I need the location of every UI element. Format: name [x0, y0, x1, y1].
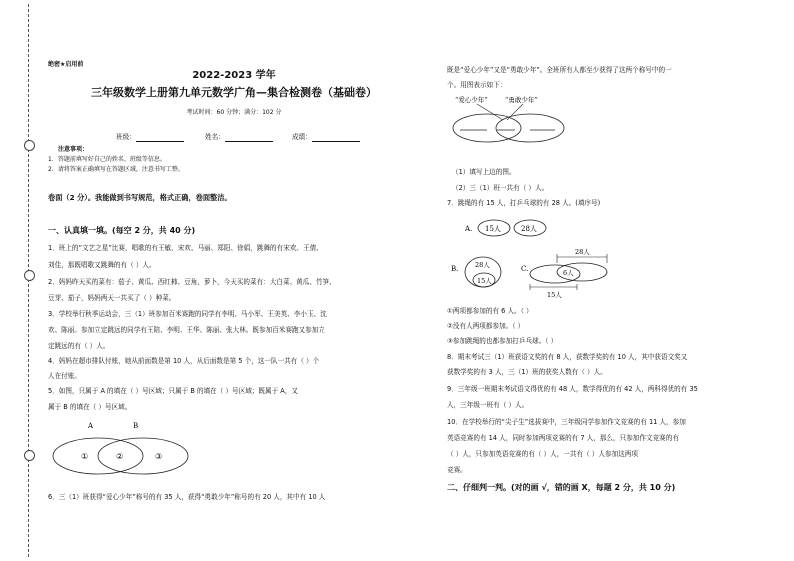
note-item: 2．请将答案正确填写在答题区域，注意书写工整。: [48, 166, 184, 173]
q7-item: ③参加跳绳的也都参加打乒乓球。（ ）: [447, 337, 558, 345]
q7-line: 7．跳绳的有 15 人，打乒乓球的有 28 人。(填序号): [447, 199, 601, 207]
binding-hole: [24, 270, 35, 281]
score-label: 成绩：: [292, 133, 312, 141]
note-item: 1．答题前填写好自己的姓名、班级等信息。: [48, 156, 166, 163]
confidential-mark: 绝密★启用前: [48, 61, 84, 68]
figure-c-label: C.: [521, 265, 529, 273]
love-label: “爱心少年”: [455, 96, 488, 104]
figure-a-label: A.: [465, 225, 473, 233]
q10-line: 10．在学校举行的“尖子生”选拔赛中，三年级同学参加作文竞赛的有 11 人，参加: [447, 418, 686, 426]
q7-item: ①两项都参加的有 6 人。（ ）: [447, 307, 533, 315]
figures-b-c: [447, 243, 617, 301]
class-field[interactable]: [116, 133, 184, 142]
figure-c-overlap: 6人: [563, 269, 574, 277]
q10-line: 英语竞赛的有 14 人，同时参加两项竞赛的有 7 人，那么，只参加作文竞赛的有: [447, 434, 679, 442]
region-1-label: ①: [81, 452, 89, 461]
q5-line: 属于 B 的填在（ ）号区域。: [48, 403, 132, 411]
set-b-label: B: [133, 422, 139, 430]
q3-line: 3．学校举行秋季运动会，三（1）班参加百米赛跑的同学有李明、马小军、王美英、李小玉、沈: [48, 310, 327, 318]
q8-line: 8．期末考试三（1）班获语文奖的有 8 人，获数学奖的有 10 人，其中获语文奖又: [447, 353, 688, 361]
score-field[interactable]: [292, 133, 360, 142]
brave-ellipse: [496, 114, 564, 142]
section2-heading: 二、仔细判一判。(对的画 √，错的画 X，每题 2 分，共 10 分): [447, 483, 676, 492]
figure-b-inner: 15人: [477, 277, 492, 285]
class-label: 班级：: [116, 133, 136, 141]
q8-line: 获数学奖的有 3 人，三（1）班的获奖人数有（ ）人。: [447, 368, 607, 376]
name-blank[interactable]: [225, 134, 273, 142]
region-2-label: ②: [116, 452, 124, 461]
region-3-label: ③: [155, 452, 163, 461]
q1-line: 1．班上的“文艺之星”比赛，唱歌的有王敏、宋欢、马丽、郑阳、徐娟，跳舞的有宋欢、王倩、: [48, 244, 323, 252]
brave-label: “勇敢少年”: [505, 96, 538, 104]
name-field[interactable]: [205, 133, 273, 142]
figure-c-top: 28人: [575, 248, 590, 256]
q6-line: 既是“爱心少年”又是“勇敢少年”。全班所有人都至少获得了这两个称号中的一: [447, 66, 672, 74]
venn-diagram-awards: [445, 92, 595, 154]
neatness-line: 卷面（2 分）。我能做到书写规范，格式正确，卷面整洁。: [48, 193, 232, 202]
venn-diagram-ab: [45, 418, 205, 480]
q5-line: 5．如图，只属于 A 的填在（ ）号区域；只属于 B 的填在（ ）号区域；既属于 A，又: [48, 387, 299, 395]
q4-line: 4．妈妈在超市排队付账，她从前面数是第 10 人，从后面数是第 5 个，这一队一共有（ ）个: [48, 357, 320, 365]
notes-heading: 注意事项：: [58, 146, 89, 153]
set-a-label: A: [88, 422, 94, 430]
q6-part: （2）三（1）班一共有（ ）人。: [452, 184, 549, 192]
class-blank[interactable]: [136, 134, 184, 142]
q3-line: 欢、陈丽。参加立定跳远的同学有王陪、李明、王华、陈丽、张大林。既参加百米赛跑又参加立: [48, 326, 325, 334]
binding-hole: [24, 450, 35, 461]
figure-a-left: 15人: [485, 225, 501, 233]
q6-line: 6．三（1）班获得“爱心少年”称号的有 35 人，获得“勇敢少年”称号的有 20 人，其中有 10 人: [48, 493, 326, 501]
q10-line: （ ）人，只参加英语竞赛的有（ ）人，一共有（ ）人参加这两项: [447, 450, 638, 458]
q2-line: 2．妈妈昨天买的菜有：茄子、黄瓜、西红柿、豆角，萝卜，今天买的菜有：大白菜、黄瓜、竹笋、: [48, 278, 336, 286]
figure-b-label: B.: [451, 265, 459, 273]
love-ellipse: [453, 114, 521, 142]
exam-info: 考试时间：60 分钟；满分：102 分: [186, 109, 282, 116]
q3-line: 定跳远的有（ ）人。: [48, 342, 110, 350]
q6-line: 个。用图表示如下：: [447, 81, 507, 89]
page-title: 三年级数学上册第九单元数学广角—集合检测卷（基础卷）: [91, 86, 377, 99]
q2-line: 豆芽、茄子，妈妈两天一共买了（ ）种菜。: [48, 294, 176, 302]
q7-item: ②没有人两项都参加。（ ）: [447, 322, 525, 330]
section1-heading: 一、认真填一填。(每空 2 分，共 40 分): [48, 226, 196, 235]
q4-line: 人在付账。: [48, 372, 81, 380]
figure-c-bottom: 15人: [547, 291, 562, 299]
name-label: 姓名：: [205, 133, 225, 141]
q10-line: 竞赛。: [447, 466, 467, 474]
exam-year: 2022-2023 学年: [192, 70, 276, 81]
figure-a-right: 28人: [521, 225, 537, 233]
binding-hole: [24, 140, 35, 151]
q9-line: 9．三年级一班期末考试语文得优的有 48 人，数学得优的有 42 人，两科得优的有 35: [447, 385, 698, 393]
q6-part: （1）填写上边的图。: [452, 168, 516, 176]
figure-a: [455, 216, 605, 238]
q9-line: 人，三年级一班有（ ）人。: [447, 401, 529, 409]
score-blank[interactable]: [312, 134, 360, 142]
figure-b-outer: 28人: [475, 261, 490, 269]
q1-line: 刘佳，那既唱歌又跳舞的有（ ）人。: [48, 261, 156, 269]
